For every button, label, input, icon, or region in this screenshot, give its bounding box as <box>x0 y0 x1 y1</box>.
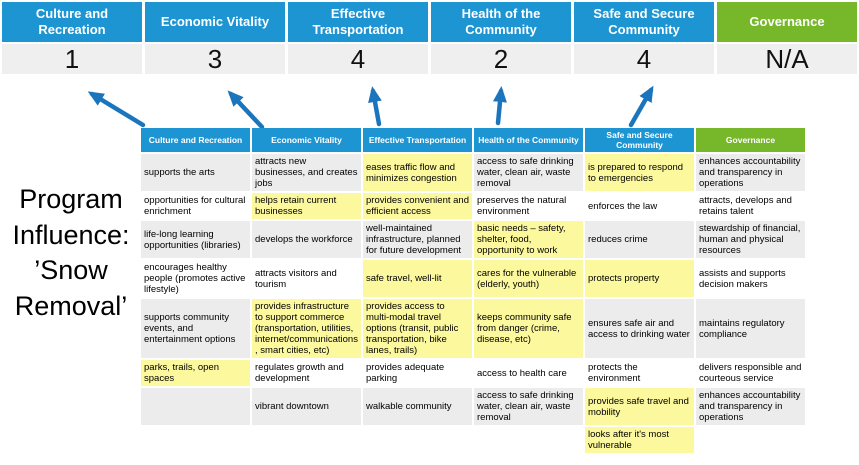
priority-column-effective-transportation <box>288 2 428 74</box>
priority-header-governance: Governance <box>717 2 857 42</box>
matrix-header-safe-and-secure-community: Safe and Secure Community <box>585 128 694 152</box>
matrix-cell: safe travel, well-lit <box>363 260 472 297</box>
matrix-cell: life-long learning opportunities (libraries) <box>141 221 250 258</box>
matrix-cell: encourages healthy people (promotes active lifestyle) <box>141 260 250 297</box>
priority-column-economic-vitality <box>145 2 285 74</box>
matrix-cell: provides convenient and efficient access <box>363 193 472 219</box>
priority-header-effective-transportation: Effective Transportation <box>288 2 428 42</box>
up-arrow-icon <box>231 94 262 127</box>
priority-header-economic-vitality: Economic Vitality <box>145 2 285 42</box>
matrix-cell: ensures safe air and access to drinking water <box>585 299 694 358</box>
matrix-cell: assists and supports decision makers <box>696 260 805 297</box>
up-arrow-icon <box>498 91 501 123</box>
table-row <box>141 360 805 386</box>
table-row <box>141 299 805 358</box>
matrix-cell: provides safe travel and mobility <box>585 388 694 425</box>
table-row <box>141 193 805 219</box>
matrix-header-row <box>141 128 805 152</box>
priority-score-culture-and-recreation: 1 <box>2 44 142 74</box>
priority-score-safe-and-secure-community: 4 <box>574 44 714 74</box>
matrix-cell: enhances accountability and transparency in operations <box>696 388 805 425</box>
matrix-header-culture-and-recreation: Culture and Recreation <box>141 128 250 152</box>
matrix-cell: access to safe drinking water, clean air, waste removal <box>474 388 583 425</box>
matrix-cell: cares for the vulnerable (elderly, youth) <box>474 260 583 297</box>
program-influence-title: Program Influence: ’Snow Removal’ <box>12 184 130 321</box>
priority-score-effective-transportation: 4 <box>288 44 428 74</box>
matrix-cell: provides access to multi-modal travel options (transit, public transportation, bike lanes, trails) <box>363 299 472 358</box>
matrix-cell: looks after it's most vulnerable <box>585 427 694 453</box>
matrix-cell: reduces crime <box>585 221 694 258</box>
priority-score-economic-vitality: 3 <box>145 44 285 74</box>
matrix-header-governance: Governance <box>696 128 805 152</box>
table-row <box>141 154 805 191</box>
table-row <box>141 221 805 258</box>
table-row <box>141 260 805 297</box>
matrix-cell: maintains regulatory compliance <box>696 299 805 358</box>
priority-score-health-of-the-community: 2 <box>431 44 571 74</box>
priority-column-health-of-the-community <box>431 2 571 74</box>
matrix-cell: preserves the natural environment <box>474 193 583 219</box>
matrix-header-effective-transportation: Effective Transportation <box>363 128 472 152</box>
matrix-cell: access to health care <box>474 360 583 386</box>
up-arrow-icon <box>92 94 143 125</box>
priority-header-health-of-the-community: Health of the Community <box>431 2 571 42</box>
matrix-cell: parks, trails, open spaces <box>141 360 250 386</box>
priority-column-governance <box>717 2 857 74</box>
matrix-cell <box>474 427 583 453</box>
matrix-cell: supports community events, and entertainment options <box>141 299 250 358</box>
matrix-cell <box>363 427 472 453</box>
matrix-cell: well-maintained infrastructure, planned for future development <box>363 221 472 258</box>
matrix-cell <box>141 427 250 453</box>
priority-scores-panel <box>2 2 857 74</box>
matrix-cell <box>696 427 805 453</box>
matrix-cell: basic needs – safety, shelter, food, opportunity to work <box>474 221 583 258</box>
matrix-cell: attracts, develops and retains talent <box>696 193 805 219</box>
matrix-cell: provides infrastructure to support commerce (transportation, utilities, internet/communications, smart cities, etc) <box>252 299 361 358</box>
priority-header-safe-and-secure-community: Safe and Secure Community <box>574 2 714 42</box>
priority-matrix-table <box>139 126 807 455</box>
matrix-cell: eases traffic flow and minimizes congestion <box>363 154 472 191</box>
matrix-cell: walkable community <box>363 388 472 425</box>
matrix-cell: regulates growth and development <box>252 360 361 386</box>
matrix-cell: vibrant downtown <box>252 388 361 425</box>
up-arrow-icon <box>373 91 379 124</box>
matrix-cell: protects the environment <box>585 360 694 386</box>
matrix-cell: keeps community safe from danger (crime, disease, etc) <box>474 299 583 358</box>
influence-arrows <box>0 78 859 133</box>
up-arrow-icon <box>631 90 651 125</box>
matrix-cell: helps retain current businesses <box>252 193 361 219</box>
matrix-header-economic-vitality: Economic Vitality <box>252 128 361 152</box>
priority-column-culture-and-recreation <box>2 2 142 74</box>
matrix-cell: is prepared to respond to emergencies <box>585 154 694 191</box>
matrix-cell: supports the arts <box>141 154 250 191</box>
priority-score-governance: N/A <box>717 44 857 74</box>
matrix-cell: protects property <box>585 260 694 297</box>
matrix-cell: enhances accountability and transparency in operations <box>696 154 805 191</box>
matrix-cell: provides adequate parking <box>363 360 472 386</box>
arrows-canvas <box>0 78 859 133</box>
matrix-cell: stewardship of financial, human and physical resources <box>696 221 805 258</box>
matrix-cell: delivers responsible and courteous service <box>696 360 805 386</box>
table-row <box>141 388 805 425</box>
table-row <box>141 427 805 453</box>
matrix-cell: access to safe drinking water, clean air, waste removal <box>474 154 583 191</box>
matrix-cell: develops the workforce <box>252 221 361 258</box>
matrix-cell: attracts visitors and tourism <box>252 260 361 297</box>
matrix-cell: opportunities for cultural enrichment <box>141 193 250 219</box>
priority-header-culture-and-recreation: Culture and Recreation <box>2 2 142 42</box>
matrix-cell: attracts new businesses, and creates jobs <box>252 154 361 191</box>
matrix-cell <box>252 427 361 453</box>
priority-column-safe-and-secure-community <box>574 2 714 74</box>
matrix-cell: enforces the law <box>585 193 694 219</box>
matrix-cell <box>141 388 250 425</box>
matrix-header-health-of-the-community: Health of the Community <box>474 128 583 152</box>
